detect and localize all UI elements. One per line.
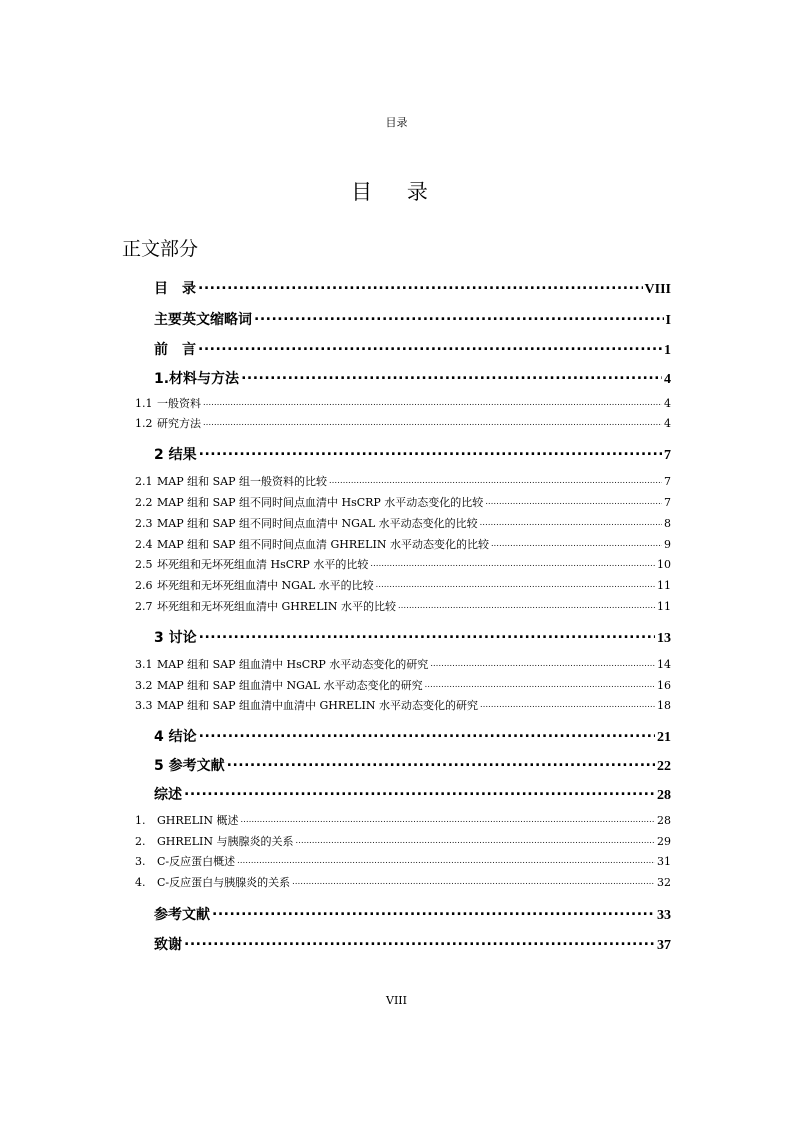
toc-entry-label: MAP 组和 SAP 组不同时间点血清中 HsCRP 水平动态变化的比较 — [157, 496, 484, 509]
toc-entry-section[interactable] — [135, 853, 671, 869]
dot-leader — [480, 698, 655, 709]
toc-entry-page: 32 — [657, 876, 671, 889]
toc-entry-page: 16 — [657, 679, 671, 692]
toc-entry-number: 2.7 — [135, 600, 153, 613]
toc-entry-label: 坏死组和无坏死组血清中 GHRELIN 水平的比较 — [157, 600, 396, 613]
toc-entry-label: 坏死组和无坏死组血清 HsCRP 水平的比较 — [157, 558, 369, 571]
dot-leader — [376, 578, 655, 589]
toc-entry-label: MAP 组和 SAP 组血清中 HsCRP 水平动态变化的研究 — [157, 658, 429, 671]
toc-entry-section[interactable] — [135, 812, 671, 828]
dot-leader — [237, 854, 655, 865]
toc-entry-page: 10 — [657, 558, 671, 571]
toc-entry-section[interactable] — [135, 697, 671, 713]
toc-entry-number: 2.1 — [135, 475, 153, 488]
toc-entry-section[interactable] — [135, 598, 671, 614]
toc-entry-label: C-反应蛋白与胰腺炎的关系 — [157, 876, 291, 889]
toc-entry-section[interactable] — [135, 395, 671, 411]
dot-leader — [480, 516, 662, 527]
toc-entry-number: 1.1 — [135, 397, 153, 410]
toc-entry-page: 31 — [657, 855, 671, 868]
toc-entry-section[interactable] — [135, 515, 671, 531]
toc-entry-chapter[interactable] — [154, 726, 671, 746]
toc-entry-page: 37 — [657, 938, 671, 953]
toc-entry-label: 参考文献 — [154, 907, 210, 923]
toc-entry-section[interactable] — [135, 677, 671, 693]
toc-entry-chapter[interactable] — [154, 278, 671, 298]
toc-entry-page: 4 — [664, 397, 671, 410]
dot-leader — [199, 628, 655, 642]
dot-leader — [425, 678, 655, 689]
toc-entry-number: 3.1 — [135, 658, 153, 671]
toc-entry-page: 4 — [664, 372, 671, 387]
toc-entry-number: 3.2 — [135, 679, 153, 692]
toc-entry-label: 3 讨论 — [154, 630, 197, 646]
toc-entry-chapter[interactable] — [154, 627, 671, 647]
toc-entry-label: 1.材料与方法 — [154, 371, 240, 387]
toc-entry-label: GHRELIN 概述 — [157, 814, 239, 827]
toc-entry-page: 11 — [657, 600, 671, 613]
toc-entry-page: 11 — [657, 579, 671, 592]
toc-entry-label: 一般资料 — [157, 397, 201, 410]
toc-entry-page: I — [665, 313, 671, 328]
dot-leader — [292, 875, 655, 886]
toc-entry-section[interactable] — [135, 833, 671, 849]
toc-entry-label: MAP 组和 SAP 组血清中血清中 GHRELIN 水平动态变化的研究 — [157, 699, 478, 712]
toc-entry-page: VIII — [644, 282, 671, 297]
toc-entry-label: 致谢 — [154, 937, 182, 953]
toc-entry-page: 33 — [657, 908, 671, 923]
toc-entry-number: 2.6 — [135, 579, 153, 592]
toc-entry-page: 13 — [657, 631, 671, 646]
dot-leader — [485, 495, 662, 506]
dot-leader — [329, 474, 662, 485]
toc-entry-chapter[interactable] — [154, 904, 671, 924]
toc-entry-number: 4. — [135, 876, 146, 889]
running-header: 目录 — [385, 116, 408, 129]
toc-entry-page: 7 — [664, 496, 671, 509]
page-title: 目 录 — [351, 180, 442, 204]
toc-entry-chapter[interactable] — [154, 339, 671, 359]
toc-entry-page: 8 — [664, 517, 671, 530]
toc-entry-number: 3.3 — [135, 699, 153, 712]
dot-leader — [212, 905, 655, 919]
toc-entry-number: 2.5 — [135, 558, 153, 571]
toc-entry-section[interactable] — [135, 556, 671, 572]
toc-entry-section[interactable] — [135, 656, 671, 672]
toc-entry-page: 1 — [664, 343, 671, 358]
toc-entry-page: 18 — [657, 699, 671, 712]
toc-entry-page: 4 — [664, 417, 671, 430]
toc-entry-section[interactable] — [135, 494, 671, 510]
toc-entry-page: 29 — [657, 835, 671, 848]
dot-leader — [184, 935, 655, 949]
dot-leader — [184, 785, 655, 799]
toc-entry-label: 目 录 — [154, 281, 196, 297]
toc-entry-label: 4 结论 — [154, 729, 197, 745]
toc-entry-label: MAP 组和 SAP 组不同时间点血清 GHRELIN 水平动态变化的比较 — [157, 538, 489, 551]
dot-leader — [370, 557, 655, 568]
toc-entry-chapter[interactable] — [154, 309, 671, 329]
toc-entry-number: 2.2 — [135, 496, 153, 509]
dot-leader — [430, 657, 655, 668]
section-heading: 正文部分 — [122, 238, 199, 260]
toc-entry-label: 研究方法 — [157, 417, 201, 430]
dot-leader — [398, 599, 655, 610]
toc-entry-chapter[interactable] — [154, 368, 671, 388]
toc-entry-section[interactable] — [135, 874, 671, 890]
toc-entry-page: 22 — [657, 759, 671, 774]
toc-entry-page: 7 — [664, 448, 671, 463]
toc-entry-label: MAP 组和 SAP 组不同时间点血清中 NGAL 水平动态变化的比较 — [157, 517, 478, 530]
toc-entry-label: GHRELIN 与胰腺炎的关系 — [157, 835, 294, 848]
toc-entry-section[interactable] — [135, 473, 671, 489]
dot-leader — [198, 340, 662, 354]
dot-leader — [198, 279, 643, 293]
toc-entry-number: 3. — [135, 855, 146, 868]
toc-entry-section[interactable] — [135, 536, 671, 552]
toc-entry-label: 综述 — [154, 787, 182, 803]
dot-leader — [254, 310, 664, 324]
toc-entry-chapter[interactable] — [154, 444, 671, 464]
toc-entry-page: 14 — [657, 658, 671, 671]
page-number-footer: VIII — [386, 994, 407, 1007]
toc-entry-label: 主要英文缩略词 — [154, 312, 252, 328]
toc-entry-page: 28 — [657, 788, 671, 803]
dot-leader — [241, 369, 662, 383]
toc-entry-label: MAP 组和 SAP 组一般资料的比较 — [157, 475, 327, 488]
toc-entry-number: 2. — [135, 835, 146, 848]
dot-leader — [491, 537, 662, 548]
dot-leader — [295, 834, 655, 845]
dot-leader — [199, 727, 655, 741]
toc-entry-page: 28 — [657, 814, 671, 827]
toc-entry-page: 9 — [664, 538, 671, 551]
toc-entry-number: 1.2 — [135, 417, 153, 430]
toc-entry-section[interactable] — [135, 577, 671, 593]
dot-leader — [203, 416, 662, 427]
toc-entry-label: MAP 组和 SAP 组血清中 NGAL 水平动态变化的研究 — [157, 679, 423, 692]
toc-entry-number: 2.3 — [135, 517, 153, 530]
dot-leader — [240, 813, 655, 824]
toc-entry-number: 2.4 — [135, 538, 153, 551]
toc-entry-label: 前 言 — [154, 342, 196, 358]
toc-entry-chapter[interactable] — [154, 755, 671, 775]
toc-entry-chapter[interactable] — [154, 934, 671, 954]
dot-leader — [227, 756, 655, 770]
toc-entry-page: 7 — [664, 475, 671, 488]
dot-leader — [203, 396, 662, 407]
toc-entry-label: 2 结果 — [154, 447, 197, 463]
dot-leader — [199, 445, 662, 459]
toc-entry-label: 坏死组和无坏死组血清中 NGAL 水平的比较 — [157, 579, 374, 592]
toc-entry-section[interactable] — [135, 415, 671, 431]
toc-entry-chapter[interactable] — [154, 784, 671, 804]
toc-entry-label: 5 参考文献 — [154, 758, 225, 774]
toc-entry-number: 1. — [135, 814, 146, 827]
toc-entry-page: 21 — [657, 730, 671, 745]
toc-entry-label: C-反应蛋白概述 — [157, 855, 236, 868]
